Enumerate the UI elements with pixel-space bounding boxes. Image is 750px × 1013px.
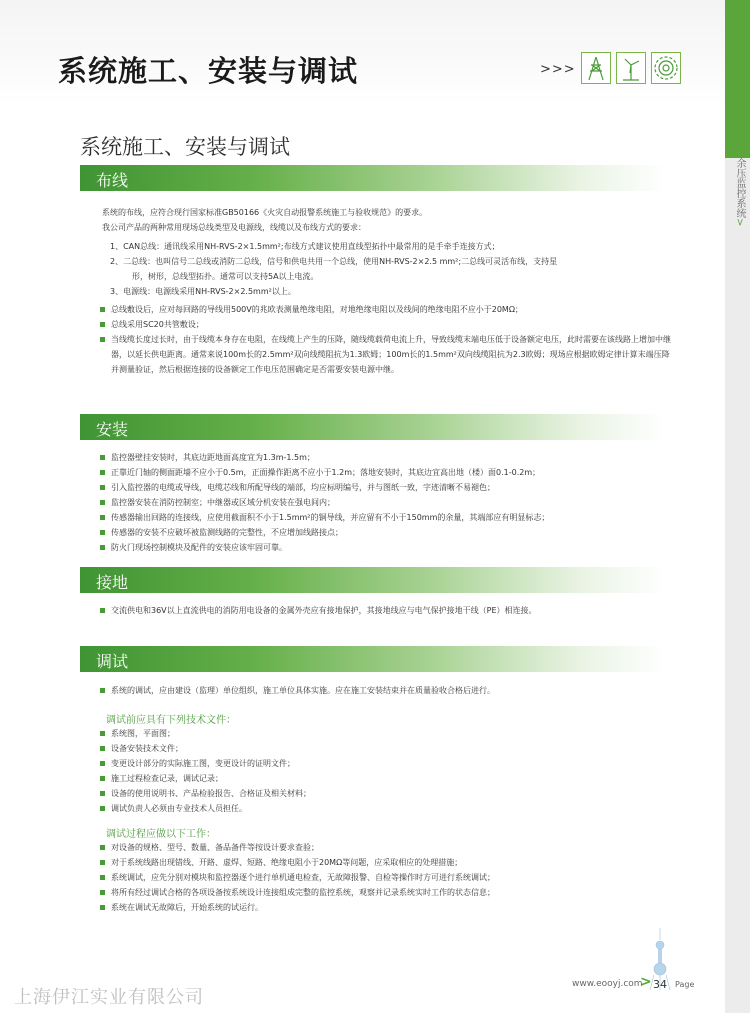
page-label: Page xyxy=(675,980,695,989)
list-item: 监控器安装在消防控制室；中继器或区域分机安装在强电间内； xyxy=(100,495,672,510)
company-watermark: 上海伊江实业有限公司 xyxy=(14,987,204,1008)
installation-heading: 安装 xyxy=(96,420,129,439)
list-item: 系统在调试无故障后，开始系统的试运行。 xyxy=(100,900,672,915)
list-item: 传感器输出回路的连接线，应使用截面积不小于1.5mm²的铜导线，并应留有不小于150mm的余量，其端部应有明显标志； xyxy=(100,510,672,525)
wiring-intro xyxy=(102,205,672,235)
debug-work-heading: 调试过程应做以下工作： xyxy=(106,829,216,840)
debug-work-list xyxy=(100,840,672,915)
header-arrows: >>> xyxy=(540,62,576,77)
debug-docs-heading: 调试前应具有下列技术文件： xyxy=(106,715,236,726)
list-item: 设备的使用说明书、产品检验报告、合格证及相关材料； xyxy=(100,786,672,801)
list-item: 系统图，平面图； xyxy=(100,726,672,741)
wind-turbine-icon xyxy=(616,52,646,84)
page-title: 系统施工、安装与调试 xyxy=(58,54,359,88)
list-item: 系统调试，应先分别对模块和监控器逐个进行单机通电检查，无故障报警、自检等操作时方可进行系统调试； xyxy=(100,870,672,885)
list-item: 监控器壁挂安装时，其底边距地面高度宜为1.3m-1.5m； xyxy=(100,450,672,465)
installation-bullets xyxy=(100,450,672,555)
list-item: 防火门现场控制模块及配件的安装应该牢固可靠。 xyxy=(100,540,672,555)
section-title: 系统施工、安装与调试 xyxy=(80,135,290,159)
list-item: 传感器的安装不应破坏被监测线路的完整性，不应增加线路接点； xyxy=(100,525,672,540)
list-item: 对设备的规格、型号、数量、备品备件等按设计要求查验； xyxy=(100,840,672,855)
debugging-bullets xyxy=(100,683,672,698)
debugging-heading: 调试 xyxy=(96,652,129,671)
list-item: 施工过程检查记录，调试记录； xyxy=(100,771,672,786)
list-item: 对于系统线路出现错线、开路、虚焊、短路、绝缘电阻小于20MΩ等问题，应采取相应的处理措施； xyxy=(100,855,672,870)
wiring-intro-line: 我公司产品的两种常用现场总线类型及电源线，线缆以及布线方式的要求： xyxy=(102,223,366,232)
list-item: 总线敷设后，应对每回路的导线用500V的兆欧表测量绝缘电阻，对地绝缘电阻以及线间的绝缘电阻不应小于20MΩ； xyxy=(100,302,672,317)
list-item: 调试负责人必须由专业技术人员担任。 xyxy=(100,801,672,816)
grounding-bullets xyxy=(100,603,672,618)
grounding-heading: 接地 xyxy=(96,573,129,592)
installation-heading-bar xyxy=(80,414,665,440)
signal-icon xyxy=(651,52,681,84)
footer-url[interactable]: www.eooyj.com xyxy=(572,979,643,989)
list-item: 引入监控器的电缆或导线，电缆芯线和所配导线的端部，均应标明编号，并与图纸一致，字迹清晰不易褪色； xyxy=(100,480,672,495)
footer-arrow: > xyxy=(640,974,652,990)
wiring-heading-bar xyxy=(80,165,665,191)
list-item: 将所有经过调试合格的各项设备按系统设计连接组成完整的监控系统，观察并记录系统实时工作的状态信息； xyxy=(100,885,672,900)
wiring-numbered-list xyxy=(110,239,672,299)
wiring-item-power: 3、电源线：电源线采用NH-RVS-2×2.5mm²以上。 xyxy=(110,287,296,296)
debugging-heading-bar xyxy=(80,646,665,672)
list-item: 当线缆长度过长时，由于线缆本身存在电阻，在线缆上产生的压降，随线缆载荷电流上升，导致线缆末端电压低于设备额定电压，此时需要在该线路上增加中继器，以延长供电距离。通常来说100m长的2.5mm²双向线缆阻抗为1.3欧姆；100m长的1.5mm²双向线缆阻抗为2.3欧姆；现场应根据欧姆定律计算末端压降并测量验证，然后根据连接的设备额定工作电压范围确定是否需要安装电源中继。 xyxy=(100,332,672,377)
list-item: 正靠近门轴的侧面距墙不应小于0.5m，正面操作距离不应小于1.2m；落地安装时，其底边宜高出地（楼）面0.1-0.2m； xyxy=(100,465,672,480)
wiring-intro-line: 系统的布线，应符合现行国家标准GB50166《火灾自动报警系统施工与验收规范》的要求。 xyxy=(102,208,428,217)
wiring-bullets xyxy=(100,302,672,377)
side-tab-label xyxy=(731,158,745,226)
wiring-heading: 布线 xyxy=(96,171,129,190)
list-item: 交流供电和36V以上直流供电的消防用电设备的金属外壳应有接地保护，其接地线应与电气保护接地干线（PE）相连接。 xyxy=(100,603,672,618)
wiring-item-two-bus-cont: 形，树形，总线型拓扑。通常可以支持5A以上电流。 xyxy=(132,272,319,281)
grounding-heading-bar xyxy=(80,567,665,593)
list-item: 系统的调试，应由建设（监理）单位组织，施工单位具体实施。应在施工安装结束并在质量验收合格后进行。 xyxy=(100,683,672,698)
side-tab-accent xyxy=(725,0,750,158)
side-tab-arrow: > xyxy=(734,218,745,227)
page-number: 34 xyxy=(653,978,667,991)
list-item: 变更设计部分的实际施工图，变更设计的证明文件； xyxy=(100,756,672,771)
wiring-item-two-bus: 2、二总线：也叫信号二总线或消防二总线，信号和供电共用一个总线，使用NH-RVS-2×2.5 mm²;二总线可灵活布线，支持星 xyxy=(110,257,558,266)
power-tower-icon xyxy=(581,52,611,84)
side-tab-text: 余压监控系统 xyxy=(734,158,745,218)
debug-docs-list xyxy=(100,726,672,816)
list-item: 总线采用SC20共管敷设； xyxy=(100,317,672,332)
wiring-item-can: 1、CAN总线：通讯线采用NH-RVS-2×1.5mm²;布线方式建议使用直线型拓扑中最常用的是手牵手连接方式； xyxy=(110,242,500,251)
list-item: 设备安装技术文件； xyxy=(100,741,672,756)
